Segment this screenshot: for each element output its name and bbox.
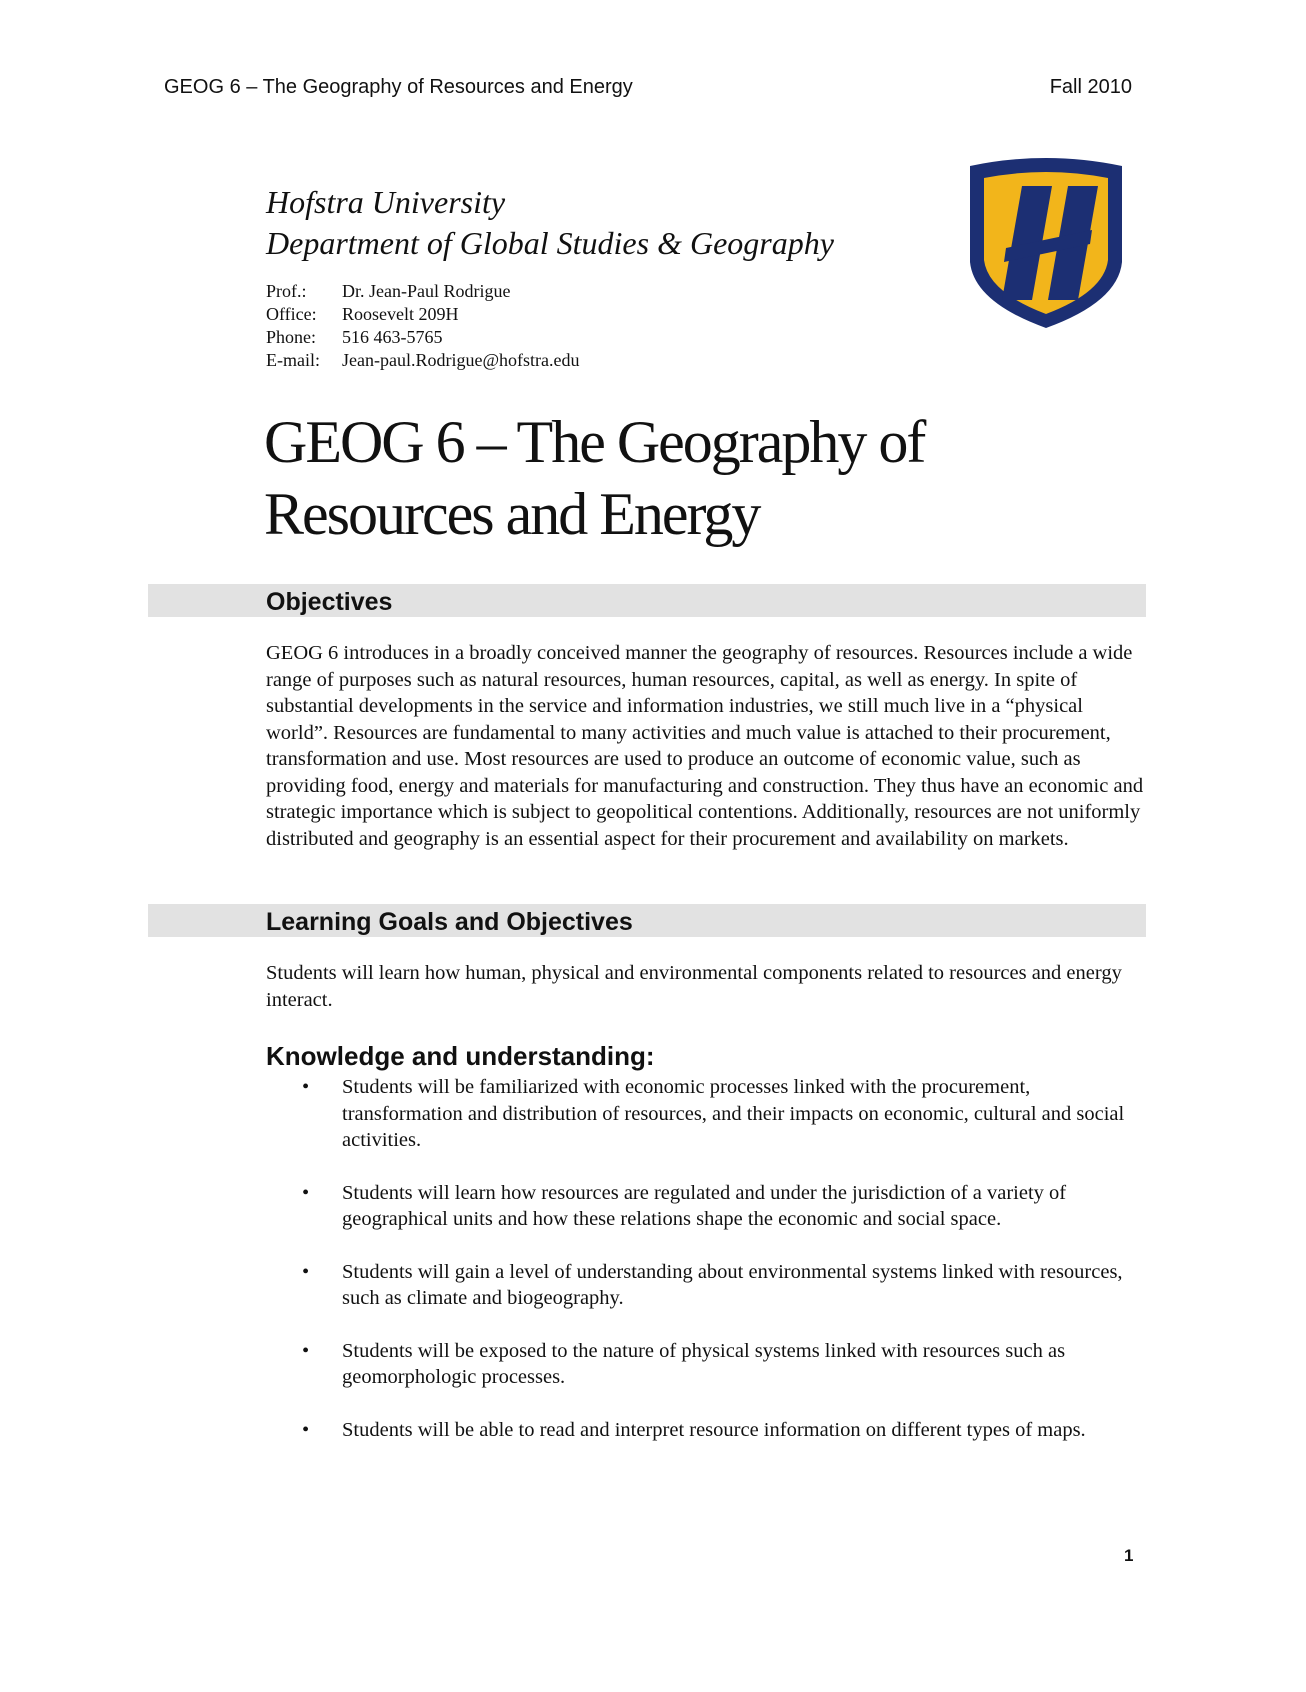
list-item [266,1074,1146,1154]
contact-label: E-mail: [266,350,320,370]
bullet-icon: • [302,1260,310,1283]
header-term: Fall 2010 [1049,76,1132,98]
list-item [266,1417,1146,1444]
header-course: GEOG 6 – The Geography of Resources and Energy [164,76,633,98]
page-header [164,76,1132,99]
learning-goals-heading: Learning Goals and Objectives [266,908,633,936]
contact-value: 516 463-5765 [342,327,443,347]
list-item [266,1180,1146,1233]
bullet-icon: • [302,1418,310,1441]
university-name: Hofstra University [266,184,506,220]
contact-email[interactable]: Jean-paul.Rodrigue@hofstra.edu [342,350,580,370]
contact-label: Phone: [266,327,317,347]
logo-svg [966,154,1126,330]
institution-block [266,182,834,264]
contact-row [266,326,580,349]
bullet-icon: • [302,1339,310,1362]
list-item-text: Students will learn how resources are regulated and under the jurisdiction of a variety of geographical units and how these relations shape the economic and social space. [342,1181,1067,1230]
course-title-line2: Resources and Energy [264,481,760,547]
contact-table [266,280,580,372]
list-item-text: Students will be familiarized with economic processes linked with the procurement, transformation and distribution of resources, and their impacts on economic, cultural and social activities. [342,1076,1125,1151]
learning-goals-paragraph: Students will learn how human, physical and environmental components related to resources and energy interact. [266,962,1122,1011]
contact-row [266,303,580,326]
course-title-line1: GEOG 6 – The Geography of [264,409,925,475]
objectives-heading: Objectives [266,588,393,616]
knowledge-heading: Knowledge and understanding: [266,1041,655,1071]
contact-value: Roosevelt 209H [342,304,459,324]
objectives-paragraph: GEOG 6 introduces in a broadly conceived manner the geography of resources. Resources include a wide range of purposes such as natural resources, human resources, capital, as well as energy. In spite of substantial developments in the service and information industries, we still much live in a “physical world”. Resources are fundamental to many activities and much value is attached to their procurement, transformation and use. Most resources are used to produce an outcome of economic value, such as providing food, energy and materials for manufacturing and construction. They thus have an economic and strategic importance which is subject to geopolitical contentions. Additionally, resources are not uniformly distributed and geography is an essential aspect for their procurement and availability on markets. [266,642,1144,850]
list-item-text: Students will be able to read and interpret resource information on different types of maps. [342,1418,1086,1441]
department-name: Department of Global Studies & Geography [266,225,834,261]
bullet-icon: • [302,1181,310,1204]
contact-row [266,280,580,303]
objectives-section-bar [148,584,1146,617]
page-number: 1 [1124,1546,1134,1565]
list-item-text: Students will be exposed to the nature of physical systems linked with resources such as geomorphologic processes. [342,1339,1066,1388]
list-item [266,1259,1146,1312]
knowledge-list [266,1074,1146,1469]
contact-row [266,349,580,372]
hofstra-h-shield-icon [966,154,1126,330]
contact-value: Dr. Jean-Paul Rodrigue [342,281,511,301]
contact-label: Prof.: [266,281,307,301]
learning-goals-section-bar [148,904,1146,937]
course-title [264,406,984,550]
list-item-text: Students will gain a level of understanding about environmental systems linked with resources, such as climate and biogeography. [342,1260,1123,1309]
bullet-icon: • [302,1076,310,1098]
list-item [266,1338,1146,1391]
contact-label: Office: [266,304,317,324]
